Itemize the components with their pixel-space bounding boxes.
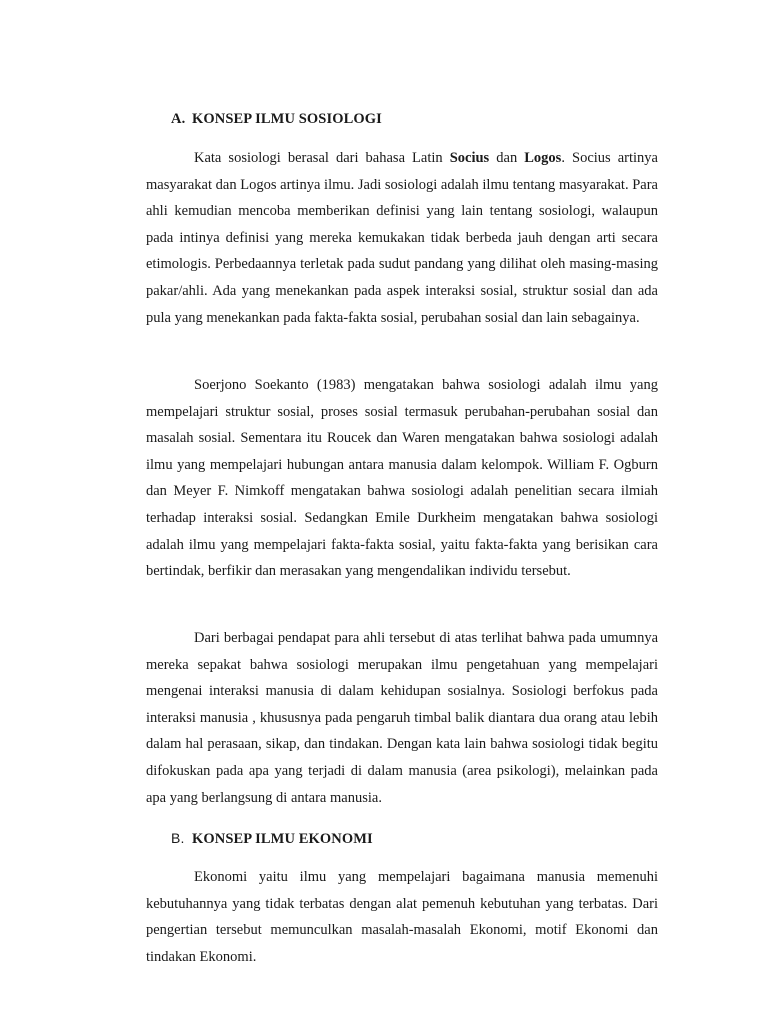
section-b-marker: B. (171, 830, 185, 846)
term-socius: Socius (449, 150, 490, 166)
section-a-paragraph-2: Soerjono Soekanto (1983) mengatakan bahwa sosiologi adalah ilmu yang mempelajari struktur sosial, proses sosial termasuk perubahan-perubahan sosial dan masalah sosial. Sementara itu Roucek dan Waren mengatakan bahwa sosiologi adalah ilmu yang mempelajari hubungan antara manusia dalam kelompok. William F. Ogburn dan Meyer F. Nimkoff mengatakan bahwa sosiologi adalah penelitian secara ilmiah terhadap interaksi sosial. Sedangkan Emile Durkheim mengatakan bahwa sosiologi adalah ilmu yang mempelajari fakta-fakta sosial, yaitu fakta-fakta yang berisikan cara bertindak, berfikir dan merasakan yang mengendalikan individu tersebut. (146, 377, 658, 580)
paragraph-text: . Socius artinya masyarakat dan Logos artinya ilmu. Jadi sosiologi adalah ilmu tentang masyarakat. Para ahli kemudian mencoba memberikan definisi yang lain tentang sosiologi, walaupun pada intinya definisi yang mereka kemukakan tidak berbeda jauh dengan arti secara etimologis. Perbedaannya terletak pada sudut pandang yang dilihat oleh masing-masing pakar/ahli. Ada yang menekankan pada aspek interaksi sosial, struktur sosial dan ada pula yang menekankan pada fakta-fakta sosial, perubahan sosial dan lain sebagainya. (146, 150, 658, 326)
section-a-heading (171, 111, 382, 128)
paragraph-text: dan (489, 150, 525, 166)
term-logos: Logos (524, 150, 562, 166)
section-a-title: KONSEP ILMU SOSIOLOGI (192, 111, 382, 127)
section-b-title: KONSEP ILMU EKONOMI (192, 831, 373, 847)
section-b-heading (171, 830, 373, 848)
section-a-paragraph-3: Dari berbagai pendapat para ahli tersebut di atas terlihat bahwa pada umumnya mereka sepakat bahwa sosiologi merupakan ilmu pengetahuan yang mempelajari mengenai interaksi manusia di dalam kehidupan sosialnya. Sosiologi berfokus pada interaksi manusia , khususnya pada pengaruh timbal balik diantara dua orang atau lebih dalam hal perasaan, sikap, dan tindakan. Dengan kata lain bahwa sosiologi tidak begitu difokuskan pada apa yang terjadi di dalam manusia (area psikologi), melainkan pada apa yang berlangsung di antara manusia. (146, 630, 658, 806)
paragraph-text: Kata sosiologi berasal dari bahasa Latin (194, 150, 450, 166)
section-b-paragraph-1: Ekonomi yaitu ilmu yang mempelajari bagaimana manusia memenuhi kebutuhannya yang tidak terbatas dengan alat pemenuh kebutuhan yang terbatas. Dari pengertian tersebut memunculkan masalah-masalah Ekonomi, motif Ekonomi dan tindakan Ekonomi. (146, 869, 658, 965)
section-a-paragraph-1 (146, 145, 658, 331)
section-a-marker: A. (171, 111, 186, 127)
